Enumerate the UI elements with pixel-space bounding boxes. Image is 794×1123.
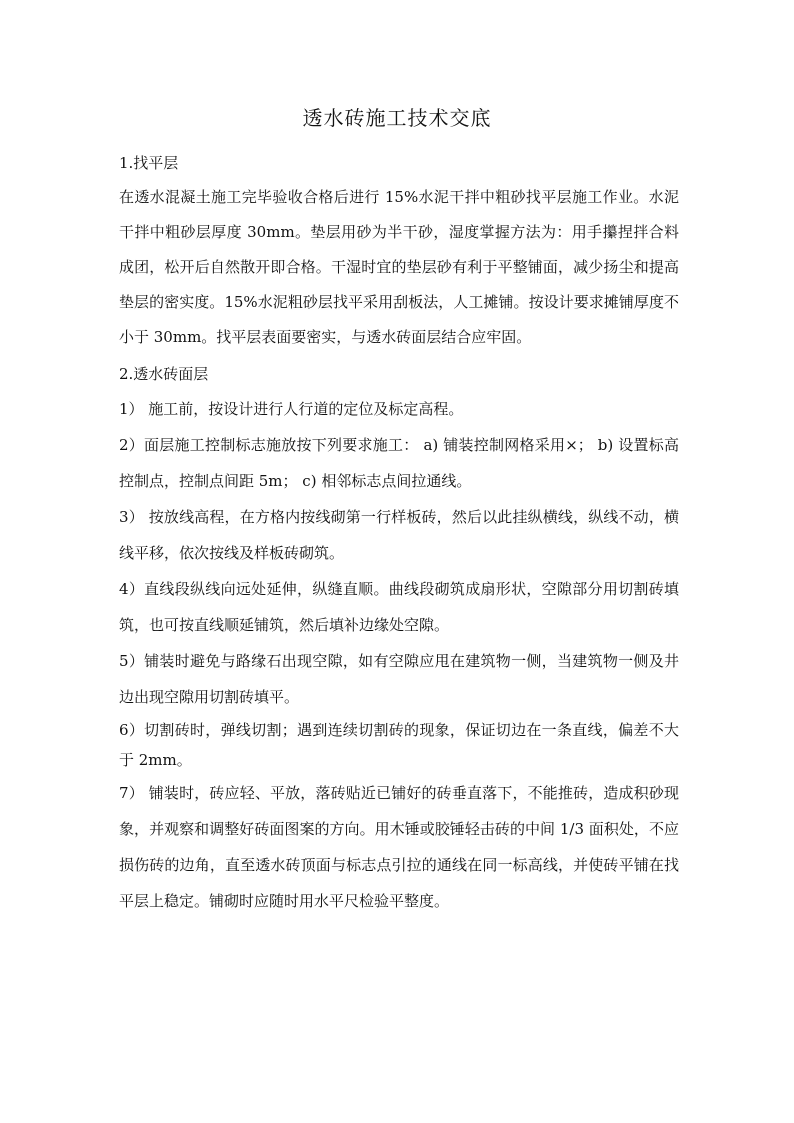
list-item: 4）直线段纵线向远处延伸，纵缝直顺。曲线段砌筑成扇形状，空隙部分用切割砖填筑，也可按直线顺延铺筑，然后填补边缘处空隙。 [119,580,679,634]
section-heading-leveling-layer: 1.找平层 [119,154,179,172]
section-heading-brick-surface: 2.透水砖面层 [119,365,209,383]
document-title: 透水砖施工技术交底 [302,106,492,130]
list-item: 3） 按放线高程，在方格内按线砌第一行样板砖，然后以此挂纵横线，纵线不动，横线平移，依次按线及样板砖砌筑。 [119,508,679,562]
list-item: 7） 铺装时，砖应轻、平放，落砖贴近已铺好的砖垂直落下，不能推砖，造成积砂现象，并观察和调整好砖面图案的方向。用木锤或胶锤轻击砖的中间 1/3 面积处，不应损伤砖的边角，直至透水砖顶面与标志点引拉的通线在同一标高线，并使砖平铺在找平层上稳定。铺砌时应随时用水平尺检验平整度。 [119,784,679,910]
list-item: 6）切割砖时，弹线切割；遇到连续切割砖的现象，保证切边在一条直线，偏差不大于 2mm。 [119,721,679,769]
construction-steps-list [119,391,679,919]
list-item: 1） 施工前，按设计进行人行道的定位及标定高程。 [119,400,464,418]
list-item: 2）面层施工控制标志施放按下列要求施工： a) 铺装控制网格采用×； b) 设置标高控制点，控制点间距 5m； c) 相邻标志点间拉通线。 [119,436,679,490]
section-paragraph-leveling-layer: 在透水混凝土施工完毕验收合格后进行 15%水泥干拌中粗砂找平层施工作业。水泥干拌中粗砂层厚度 30mm。垫层用砂为半干砂，湿度掌握方法为：用手攥捏拌合料成团，松开后自然散开即合格。干湿时宜的垫层砂有利于平整铺面，减少扬尘和提高垫层的密实度。15%水泥粗砂层找平采用刮板法，人工摊铺。按设计要求摊铺厚度不小于 30mm。找平层表面要密实，与透水砖面层结合应牢固。 [119,188,679,346]
list-item: 5）铺装时避免与路缘石出现空隙，如有空隙应甩在建筑物一侧，当建筑物一侧及井边出现空隙用切割砖填平。 [119,652,679,706]
document-body [119,146,679,919]
